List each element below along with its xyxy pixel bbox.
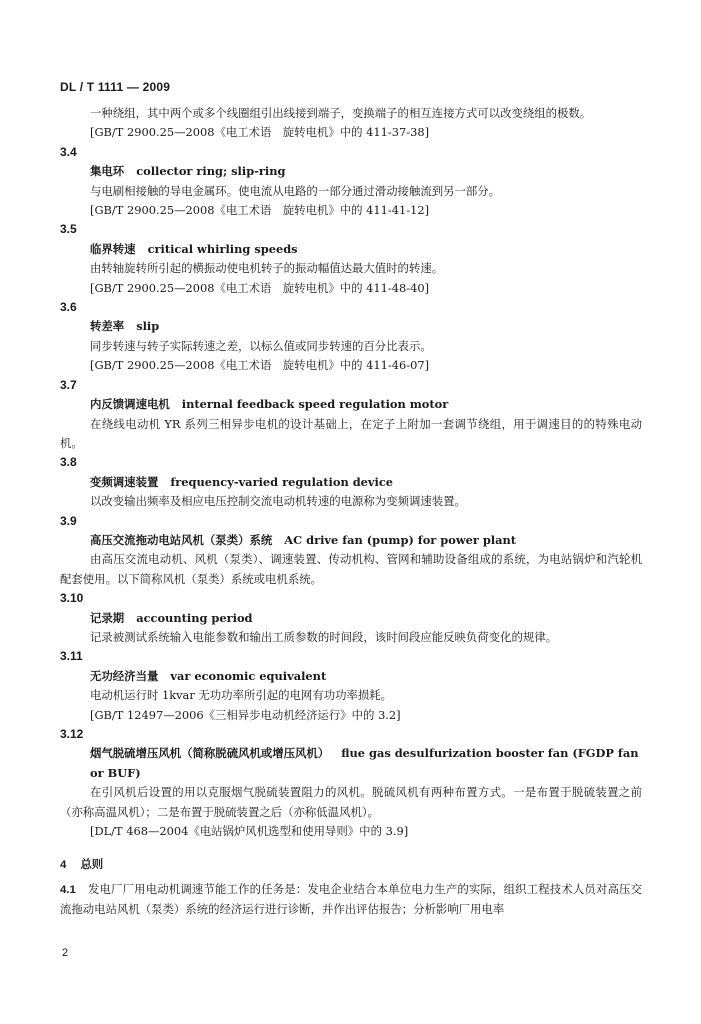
- term-english: AC drive fan (pump) for power plant: [284, 532, 517, 547]
- clause-number: 3.10: [60, 591, 84, 606]
- clause-text: 发电厂厂用电动机调速节能工作的任务是：发电企业结合本单位电力生产的实际，组织工程技术人员对高压交流拖动电站风机（泵类）系统的经济运行进行诊断，并作出评估报告；分析影响厂用电率: [60, 881, 642, 917]
- clause-number: 4.1: [60, 883, 76, 896]
- term-definition: 由高压交流电动机、风机（泵类）、调速装置、传动机构、管网和辅助设备组成的系统，为电站锅炉和汽轮机配套使用。以下简称风机（泵类）系统或电机系统。: [60, 552, 642, 586]
- term-reference: [GB/T 12497—2006《三相异步电动机经济运行》中的 3.2]: [90, 707, 401, 722]
- term-entry-3-6: [60, 298, 642, 376]
- clause-number: 3.6: [60, 300, 77, 315]
- term-definition: 以改变输出频率及相应电压控制交流电动机转速的电源称为变频调速装置。: [90, 494, 466, 509]
- term-entry-3-4: [60, 143, 642, 221]
- term-definition: 同步转速与转子实际转速之差，以标么值或同步转速的百分比表示。: [90, 338, 432, 353]
- term-chinese: 记录期: [90, 610, 125, 625]
- clause-number: 3.4: [60, 144, 77, 159]
- continued-definition: 一种绕组，其中两个或多个线圈组引出线接到端子，变换端子的相互连接方式可以改变绕组的极数。: [90, 106, 592, 120]
- term-reference: [GB/T 2900.25—2008《电工术语 旋转电机》中的 411-46-07]: [90, 358, 430, 373]
- clause-number: 3.8: [60, 455, 77, 470]
- term-reference: [GB/T 2900.25—2008《电工术语 旋转电机》中的 411-48-40]: [90, 280, 430, 295]
- clause-4-1: [60, 880, 642, 920]
- term-title: [60, 473, 642, 492]
- term-entry-3-9: [60, 512, 642, 590]
- term-english: internal feedback speed regulation motor: [181, 397, 449, 412]
- term-title: [60, 240, 642, 259]
- term-entry-3-10: [60, 589, 642, 647]
- term-chinese: 集电环: [90, 164, 125, 179]
- term-entry-3-12: [60, 725, 642, 841]
- term-title: [60, 317, 642, 336]
- document-header: DL / T 1111 — 2009: [60, 80, 171, 94]
- term-chinese: 内反馈调速电机: [90, 397, 170, 412]
- term-definition: 电动机运行时 1kvar 无功功率所引起的电网有功功率损耗。: [90, 688, 393, 703]
- clause-number: 3.7: [60, 377, 77, 392]
- term-reference: [DL/T 468—2004《电站锅炉风机选型和使用导则》中的 3.9]: [90, 824, 409, 839]
- section-title: 总则: [80, 857, 104, 872]
- term-english: slip: [136, 319, 160, 334]
- term-english: frequency-varied regulation device: [170, 474, 394, 489]
- term-title: [60, 531, 642, 550]
- clause-number: 3.11: [60, 649, 83, 664]
- term-entry-3-7: [60, 376, 642, 454]
- term-chinese: 转差率: [90, 319, 125, 334]
- term-title: [60, 395, 642, 414]
- term-english: critical whirling speeds: [147, 241, 298, 256]
- term-title: [60, 162, 642, 181]
- term-title: [60, 744, 642, 783]
- term-title: [60, 609, 642, 628]
- term-entry-3-5: [60, 220, 642, 298]
- term-definition: 由转轴旋转所引起的横振动使电机转子的振动幅值达最大值时的转速。: [90, 261, 444, 276]
- section-heading: [60, 855, 642, 875]
- term-english: accounting period: [136, 610, 253, 625]
- term-reference: [GB/T 2900.25—2008《电工术语 旋转电机》中的 411-41-12]: [90, 203, 430, 218]
- term-definition: 与电刷相接触的导电金属环。使电流从电路的一部分通过滑动接触流到另一部分。: [90, 183, 501, 198]
- term-definition: 在绕线电动机 YR 系列三相异步电机的设计基础上，在定子上附加一套调节绕组，用于调速目的的特殊电动机。: [60, 416, 642, 450]
- page-number: 2: [62, 947, 69, 959]
- term-chinese: 无功经济当量: [90, 668, 159, 683]
- document-body: [60, 104, 642, 920]
- term-english: collector ring; slip-ring: [136, 164, 286, 179]
- term-english: var economic equivalent: [170, 668, 327, 683]
- term-chinese: 烟气脱硫增压风机（简称脱硫风机或增压风机）: [90, 746, 330, 761]
- clause-number: 3.12: [60, 727, 84, 741]
- clause-number: 3.5: [60, 222, 77, 237]
- term-english: flue gas desulfurization booster fan (FGDP fan or BUF): [90, 746, 639, 780]
- term-definition: 记录被测试系统输入电能参数和输出工质参数的时间段，该时间段应能反映负荷变化的规律。: [90, 629, 558, 644]
- term-entry-3-8: [60, 453, 642, 511]
- term-chinese: 变频调速装置: [90, 474, 159, 489]
- term-chinese: 高压交流拖动电站风机（泵类）系统: [90, 532, 273, 547]
- continued-reference: [GB/T 2900.25—2008《电工术语 旋转电机》中的 411-37-38]: [90, 125, 430, 140]
- clause-number: 3.9: [60, 513, 77, 528]
- term-entry-3-11: [60, 647, 642, 725]
- term-definition: 在引风机后设置的用以克服烟气脱硫装置阻力的风机。脱硫风机有两种布置方式。一是布置于脱硫装置之前（亦称高温风机）；二是布置于脱硫装置之后（亦称低温风机）。: [60, 785, 642, 819]
- term-title: [60, 667, 642, 686]
- term-chinese: 临界转速: [90, 241, 136, 256]
- section-number: 4: [60, 859, 67, 872]
